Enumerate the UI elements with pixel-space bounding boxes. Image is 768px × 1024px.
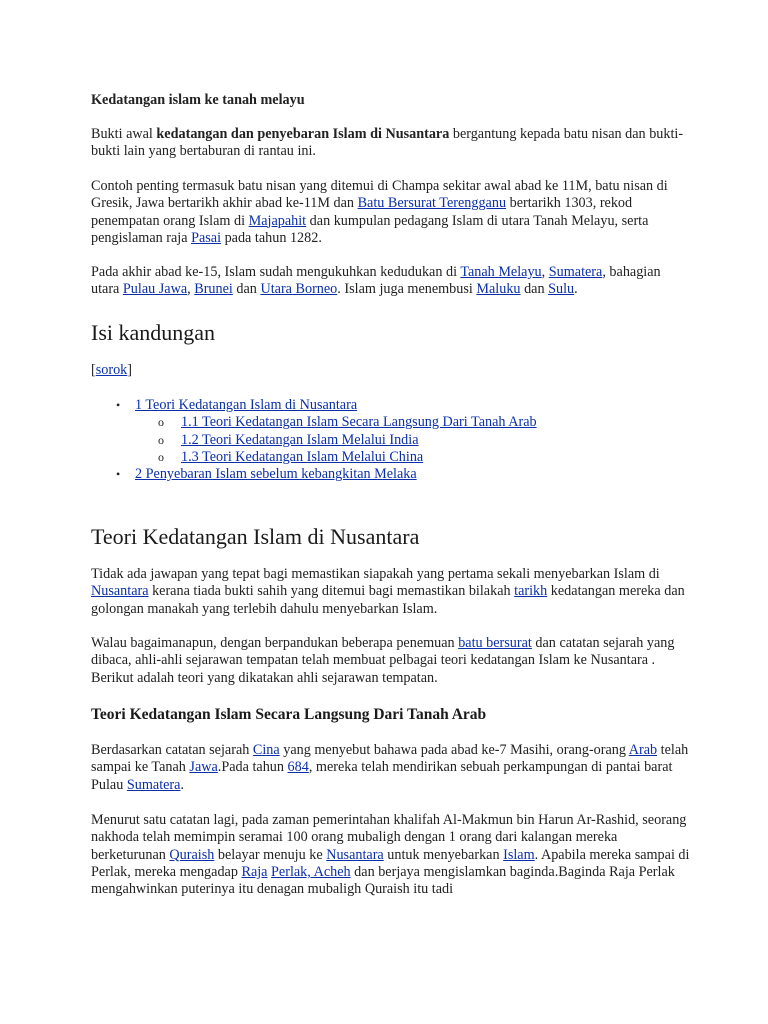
table-of-contents <box>91 397 537 483</box>
link-tanah-melayu[interactable]: Tanah Melayu <box>460 264 542 280</box>
section1-paragraph-1: Tidak ada jawapan yang tepat bagi memastikan siapakah yang pertama sekali menyebarkan Islam di Nusantara kerana tiada bukti sahih yang ditemui bagi memastikan bilakah tarikh kedatangan mereka dan golongan manakah yang terlebih dahulu menyebarkan Islam. <box>91 566 685 617</box>
link-raja[interactable]: Raja <box>241 863 268 880</box>
link-nusantara[interactable]: Nusantara <box>91 583 149 600</box>
contents-toggle: [sorok] <box>91 362 132 378</box>
bullet-icon: • <box>116 467 121 482</box>
toc-link-2[interactable]: 2 Penyebaran Islam sebelum kebangkitan Melaka <box>135 466 417 483</box>
section1-paragraph-2: Walau bagaimanapun, dengan berpandukan beberapa penemuan batu bersurat dan catatan sejarah yang dibaca, ahli-ahli sejarawan tempatan telah membuat pelbagai teori kedatangan Islam ke Nusantara . Berikut adalah teori yang dikatakan ahli sejarawan tempatan. <box>91 635 675 686</box>
toc-link-1-3[interactable]: 1.3 Teori Kedatangan Islam Melalui China <box>181 448 424 465</box>
link-sulu[interactable]: Sulu <box>548 281 575 298</box>
section2-paragraph-1: Berdasarkan catatan sejarah Cina yang menyebut bahawa pada abad ke-7 Masihi, orang-orang Arab telah sampai ke Tanah Jawa.Pada tahun 684, mereka telah mendirikan sebuah perkampungan di pantai barat Pulau Sumatera. <box>91 742 689 793</box>
circle-bullet-icon: o <box>158 432 164 447</box>
link-684[interactable]: 684 <box>287 759 309 776</box>
section-heading-teori: Teori Kedatangan Islam di Nusantara <box>91 524 420 549</box>
intro-paragraph-2: Contoh penting termasuk batu nisan yang ditemui di Champa sekitar awal abad ke 11M, batu nisan di Gresik, Jawa bertarikh akhir abad ke-11M dan Batu Bersurat Terengganu bertarikh 1303, rekod penempatan orang Islam di Majapahit dan kumpulan pedagang Islam di utara Tanah Melayu, serta pengislaman raja Pasai pada tahun 1282. <box>91 178 668 246</box>
link-islam[interactable]: Islam <box>503 846 535 863</box>
toc-link-1-1[interactable]: 1.1 Teori Kedatangan Islam Secara Langsung Dari Tanah Arab <box>181 414 537 431</box>
bold-phrase: kedatangan dan penyebaran Islam di Nusantara <box>156 126 450 142</box>
link-jawa[interactable]: Jawa <box>189 759 218 776</box>
link-quraish[interactable]: Quraish <box>169 846 215 863</box>
link-brunei[interactable]: Brunei <box>194 281 233 298</box>
toc-link-1[interactable]: 1 Teori Kedatangan Islam di Nusantara <box>135 397 358 413</box>
link-utara-borneo[interactable]: Utara Borneo <box>260 281 338 298</box>
link-sumatera[interactable]: Sumatera <box>548 264 603 280</box>
toc-link-1-2[interactable]: 1.2 Teori Kedatangan Islam Melalui India <box>181 431 419 448</box>
link-maluku[interactable]: Maluku <box>476 281 521 298</box>
toc-item <box>91 414 537 431</box>
section2-paragraph-2: Menurut satu catatan lagi, pada zaman pemerintahan khalifah Al-Makmun bin Harun Ar-Rashid, seorang nakhoda telah memimpin seramai 100 orang mubaligh dengan 1 orang dari kalangan mereka berketurunan Quraish belayar menuju ke Nusantara untuk menyebarkan Islam. Apabila mereka sampai di Perlak, mereka mengadap Raja Perlak, Acheh dan berjaya mengislamkan baginda.Baginda Raja Perlak mengahwinkan puterinya itu denagan mubaligh Quraish itu tadi <box>91 812 690 898</box>
link-sumatera-2[interactable]: Sumatera <box>126 776 181 793</box>
toc-item <box>91 449 537 466</box>
link-perlak-acheh[interactable]: Perlak, Acheh <box>271 863 351 880</box>
circle-bullet-icon: o <box>158 415 164 430</box>
bullet-icon: • <box>116 398 121 412</box>
intro-paragraph-3: Pada akhir abad ke-15, Islam sudah mengukuhkan kedudukan di Tanah Melayu, Sumatera, bahagian utara Pulau Jawa, Brunei dan Utara Borneo. Islam juga menembusi Maluku dan Sulu. <box>91 264 661 298</box>
intro-paragraph-1: Bukti awal kedatangan dan penyebaran Islam di Nusantara bergantung kepada batu nisan dan bukti-bukti lain yang bertaburan di rantau ini. <box>91 126 684 160</box>
link-cina[interactable]: Cina <box>252 742 280 758</box>
link-pulau-jawa[interactable]: Pulau Jawa <box>122 281 188 298</box>
toggle-hide-link[interactable]: sorok <box>95 362 128 378</box>
toc-item <box>91 397 537 414</box>
toc-item <box>91 432 537 449</box>
link-tarikh[interactable]: tarikh <box>514 583 548 600</box>
subsection-heading-tanah-arab: Teori Kedatangan Islam Secara Langsung Dari Tanah Arab <box>91 706 487 723</box>
page-title: Kedatangan islam ke tanah melayu <box>91 92 305 108</box>
link-majapahit[interactable]: Majapahit <box>248 212 307 229</box>
link-batu-bersurat[interactable]: batu bersurat <box>458 635 532 651</box>
circle-bullet-icon: o <box>158 449 164 464</box>
link-batu-bersurat-terengganu[interactable]: Batu Bersurat Terengganu <box>357 195 507 212</box>
toc-item <box>91 466 537 483</box>
link-nusantara-2[interactable]: Nusantara <box>326 846 384 863</box>
link-pasai[interactable]: Pasai <box>191 229 222 246</box>
contents-heading: Isi kandungan <box>91 320 216 345</box>
link-arab[interactable]: Arab <box>628 742 658 758</box>
